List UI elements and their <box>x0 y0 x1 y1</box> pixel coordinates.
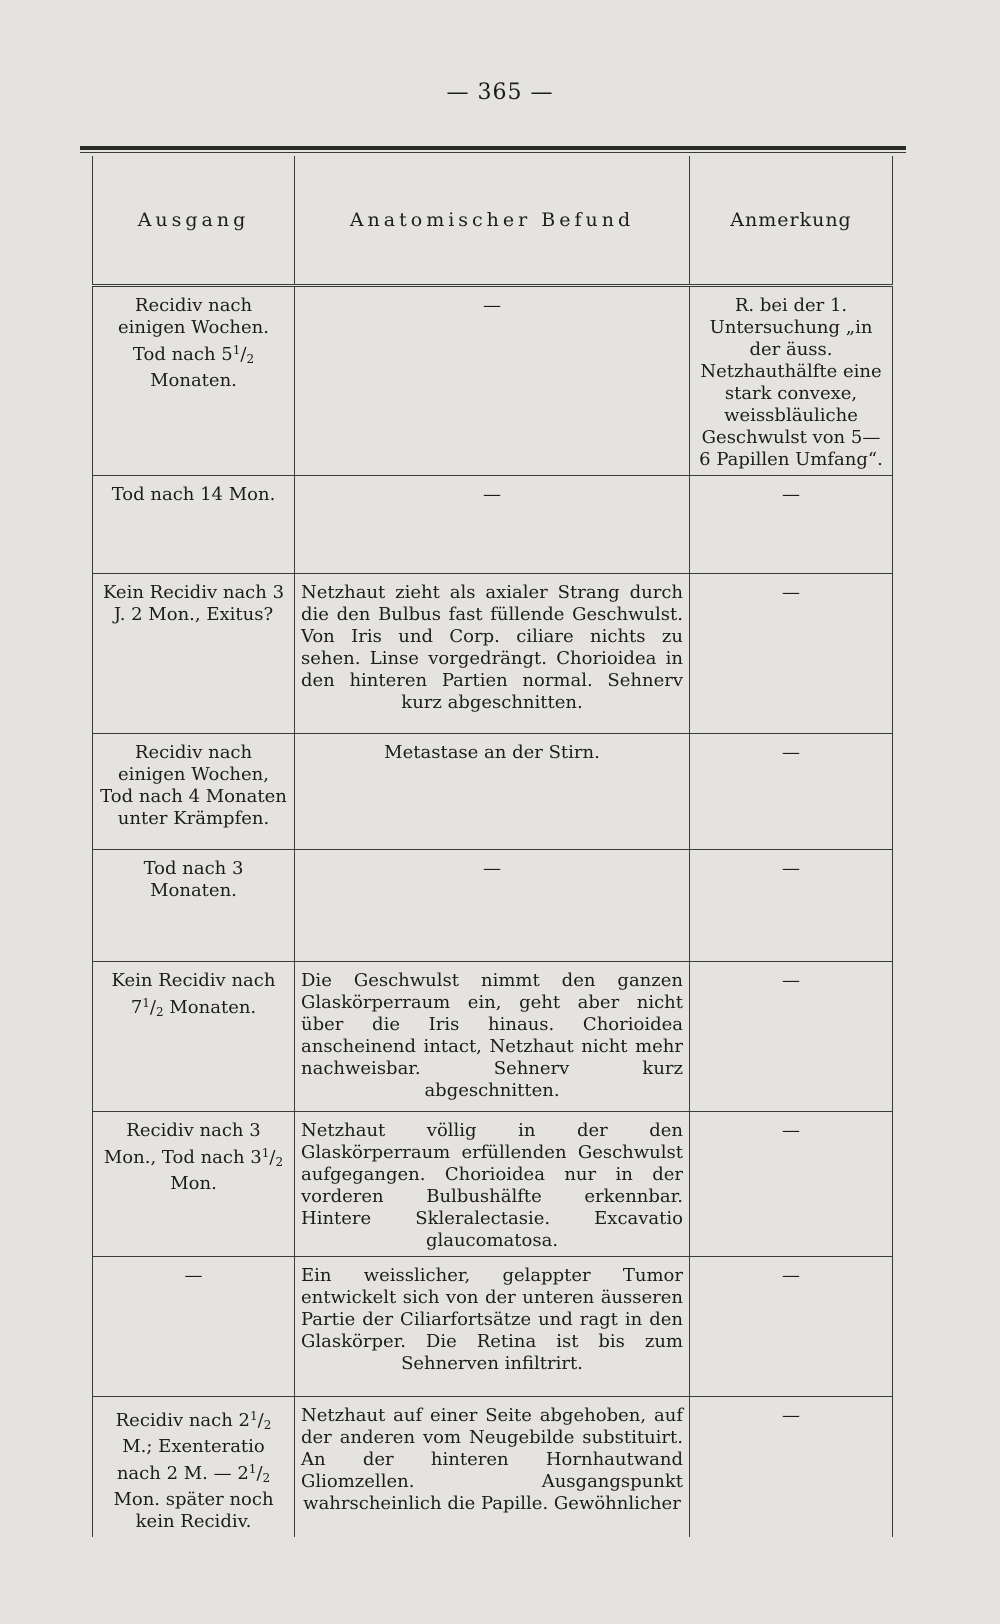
fraction: $^1/_2$ <box>248 1462 271 1485</box>
cell-anmerkung: — <box>690 1112 893 1257</box>
header-befund: Anatomischer Befund <box>295 156 690 286</box>
fraction: $^1/_2$ <box>232 343 255 366</box>
ausgang-text: Recidiv nach einigen Wochen. Tod nach 5 <box>117 295 269 365</box>
cell-befund: Metastase an der Stirn. <box>295 734 690 850</box>
case-table <box>92 156 893 1537</box>
cell-anmerkung: — <box>690 734 893 850</box>
table-row <box>93 476 893 574</box>
fraction: $^1/_2$ <box>250 1409 272 1432</box>
cell-ausgang <box>93 1112 295 1257</box>
cell-anmerkung: R. bei der 1. Untersuchung „in der äuss. Netzhauthälfte eine stark convexe, weissbläuliche Geschwulst von 5—6 Papillen Umfang“. <box>690 286 893 476</box>
cell-befund: Die Geschwulst nimmt den ganzen Glaskörperraum ein, geht aber nicht über die Iris hinaus. Chorioidea anscheinend intact, Netzhaut nicht mehr nachweisbar. Sehnerv kurz abgeschnitten. <box>295 962 690 1112</box>
table-row <box>93 574 893 734</box>
cell-anmerkung: — <box>690 850 893 962</box>
cell-ausgang <box>93 962 295 1112</box>
header-ausgang: Ausgang <box>93 156 295 286</box>
ausgang-text: Mon. <box>170 1173 217 1194</box>
table-row <box>93 1257 893 1397</box>
ausgang-text: Monaten. <box>163 997 257 1018</box>
cell-befund: Netzhaut zieht als axialer Strang durch die den Bulbus fast füllende Geschwulst. Von Iris und Corp. ciliare nichts zu sehen. Linse vorgedrängt. Chorioidea in den hinteren Partien normal. Sehnerv kurz abgeschnitten. <box>295 574 690 734</box>
cell-befund: — <box>295 476 690 574</box>
ausgang-text: Kein Recidiv nach 7 <box>111 970 276 1018</box>
table-row <box>93 286 893 476</box>
cell-befund: — <box>295 286 690 476</box>
cell-anmerkung: — <box>690 1397 893 1538</box>
cell-ausgang: Tod nach 3 Monaten. <box>93 850 295 962</box>
cell-anmerkung: — <box>690 1257 893 1397</box>
cell-ausgang: Kein Recidiv nach 3 J. 2 Mon., Exitus? <box>93 574 295 734</box>
page-number: — 365 — <box>446 80 554 105</box>
header-row <box>93 156 893 286</box>
ausgang-text: M.; Exenteratio nach 2 M. — 2 <box>116 1436 265 1484</box>
cell-ausgang <box>93 286 295 476</box>
cell-befund: Ein weisslicher, gelappter Tumor entwickelt sich von der unteren äusseren Partie der Ciliarfortsätze und ragt in den Glaskörper. Die Retina ist bis zum Sehnerven infiltrirt. <box>295 1257 690 1397</box>
ausgang-text: Recidiv nach 3 Mon., Tod nach 3 <box>103 1120 262 1168</box>
cell-anmerkung: — <box>690 574 893 734</box>
table-row <box>93 734 893 850</box>
cell-befund: — <box>295 850 690 962</box>
cell-anmerkung: — <box>690 962 893 1112</box>
top-rule <box>80 146 906 150</box>
table-row <box>93 962 893 1112</box>
table-row <box>93 1397 893 1538</box>
cell-ausgang <box>93 1397 295 1538</box>
table-row <box>93 1112 893 1257</box>
cell-befund: Netzhaut völlig in der den Glaskörperraum erfüllenden Geschwulst aufgegangen. Chorioidea nur in der vorderen Bulbushälfte erkennbar. Hintere Skleralectasie. Excavatio glaucomatosa. <box>295 1112 690 1257</box>
cell-befund: Netzhaut auf einer Seite abgehoben, auf der anderen vom Neugebilde substituirt. An der hinteren Hornhautwand Gliomzellen. Ausgangspunkt wahrscheinlich die Papille. Gewöhnlicher <box>295 1397 690 1538</box>
fraction: $^1/_2$ <box>142 996 164 1019</box>
fraction: $^1/_2$ <box>261 1146 284 1169</box>
top-rule-thin <box>80 152 906 153</box>
table-row <box>93 850 893 962</box>
cell-ausgang: Recidiv nach einigen Wochen, Tod nach 4 Monaten unter Krämpfen. <box>93 734 295 850</box>
cell-anmerkung: — <box>690 476 893 574</box>
cell-ausgang: Tod nach 14 Mon. <box>93 476 295 574</box>
ausgang-text: Recidiv nach 2 <box>115 1410 251 1431</box>
ausgang-text: Mon. später noch kein Recidiv. <box>113 1489 274 1532</box>
header-anmerkung: Anmerkung <box>690 156 893 286</box>
cell-ausgang: — <box>93 1257 295 1397</box>
ausgang-text: Monaten. <box>150 370 237 391</box>
